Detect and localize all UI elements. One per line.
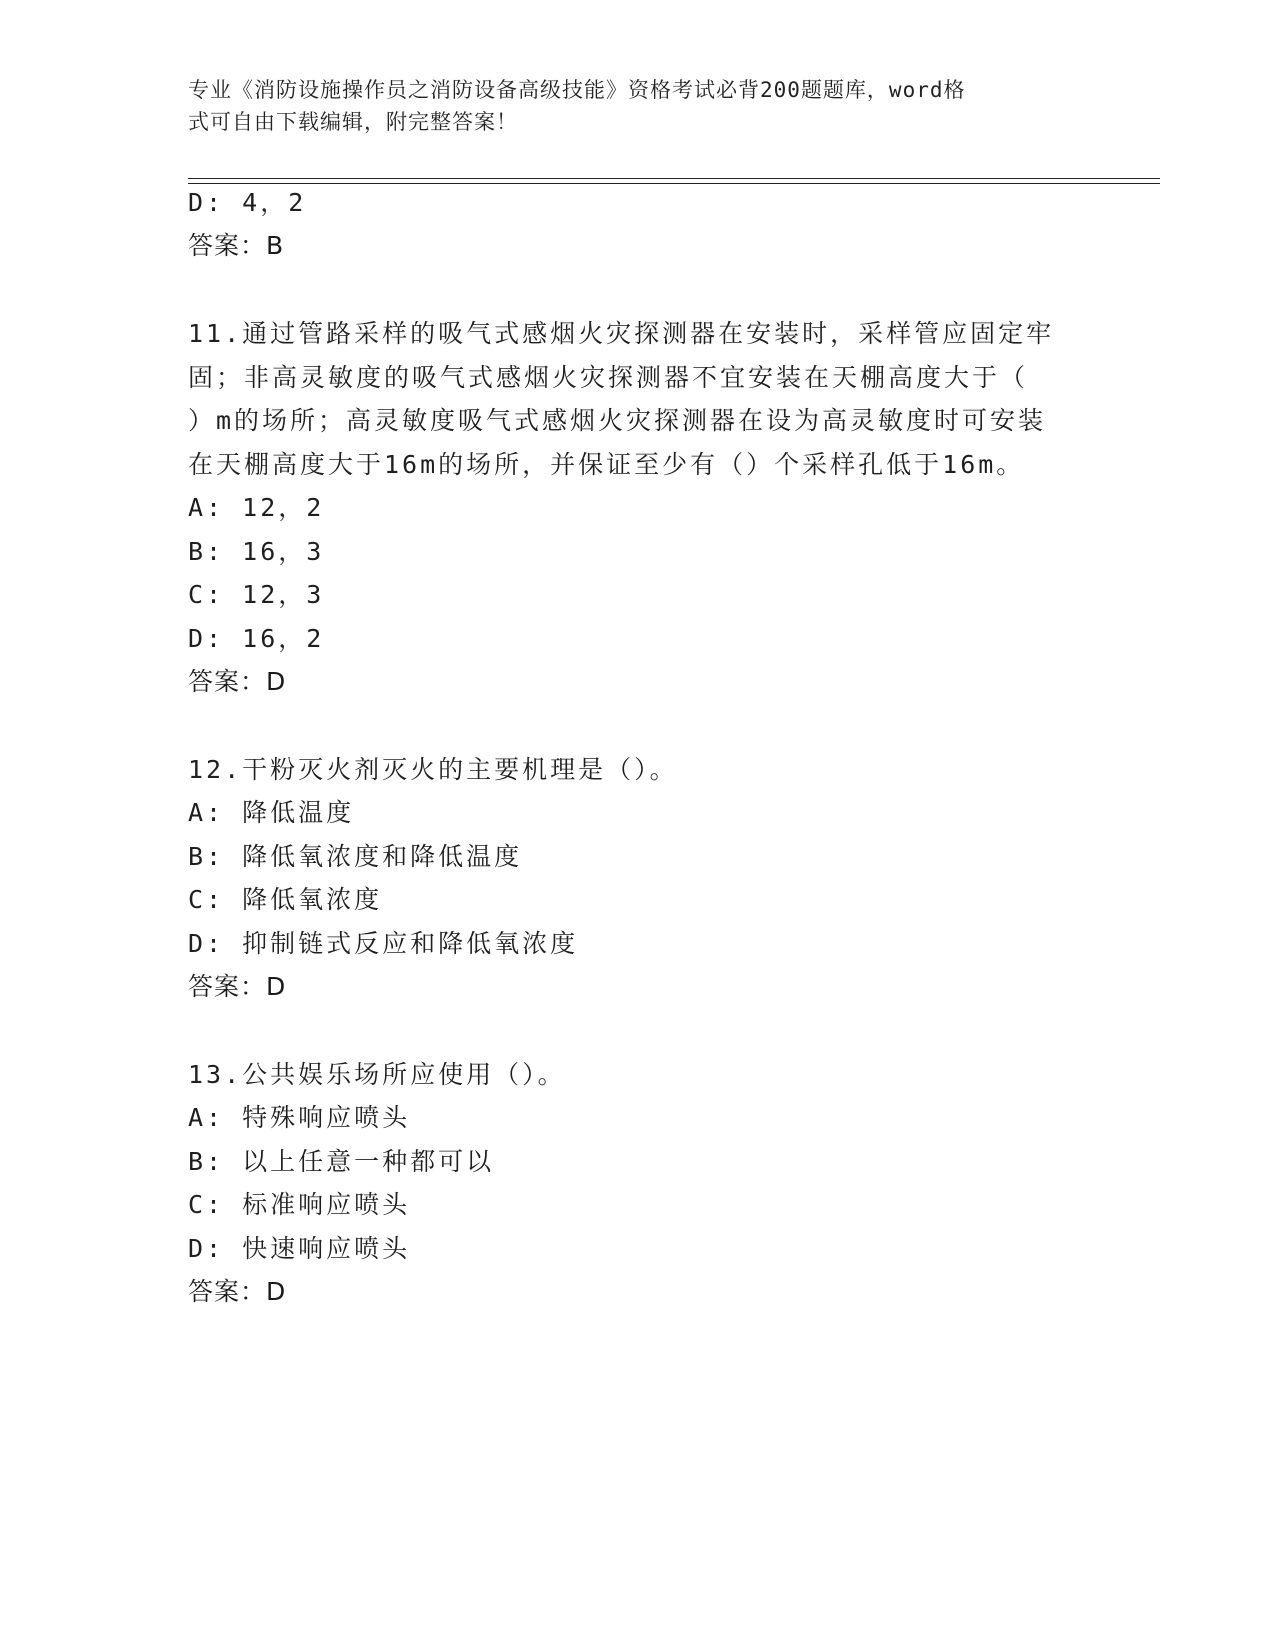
q12-option-c: C: 降低氧浓度	[188, 885, 383, 914]
prev-question-answer: 答案：B	[188, 231, 285, 260]
q13-option-c: C: 标准响应喷头	[188, 1190, 411, 1219]
document-header	[188, 74, 1068, 138]
header-line-2: 式可自由下载编辑，附完整答案！	[188, 110, 518, 134]
q12-option-b: B: 降低氧浓度和降低温度	[188, 842, 523, 871]
q11-option-d: D: 16，2	[188, 624, 325, 653]
q11-stem-line-2: 固；非高灵敏度的吸气式感烟火灾探测器不宜安装在天棚高度大于（	[188, 363, 1029, 392]
header-divider	[188, 178, 1160, 184]
q11-option-a: A: 12，2	[188, 493, 325, 522]
q12-answer: 答案：D	[188, 972, 287, 1001]
q12-stem-line-1: 12.干粉灭火剂灭火的主要机理是（）。	[188, 755, 678, 784]
q11-stem-line-1: 11.通过管路采样的吸气式感烟火灾探测器在安装时，采样管应固定牢	[188, 319, 1055, 348]
q11-option-b: B: 16，3	[188, 537, 325, 566]
q13-stem-line-1: 13.公共娱乐场所应使用（）。	[188, 1060, 566, 1089]
q12-option-d: D: 抑制链式反应和降低氧浓度	[188, 929, 579, 958]
q11-option-c: C: 12，3	[188, 580, 325, 609]
header-line-1: 专业《消防设施操作员之消防设备高级技能》资格考试必背200题题库，word格	[188, 78, 966, 102]
q12-option-a: A: 降低温度	[188, 798, 355, 827]
q11-stem-line-3: ）m的场所；高灵敏度吸气式感烟火灾探测器在设为高灵敏度时可安装	[188, 406, 1047, 435]
q13-option-a: A: 特殊响应喷头	[188, 1103, 411, 1132]
prev-question-option-d: D: 4，2	[188, 188, 307, 217]
q11-answer: 答案：D	[188, 667, 287, 696]
q13-option-b: B: 以上任意一种都可以	[188, 1147, 495, 1176]
q11-stem-line-4: 在天棚高度大于16m的场所，并保证至少有（）个采样孔低于16m。	[188, 450, 1025, 479]
q13-option-d: D: 快速响应喷头	[188, 1234, 411, 1263]
q13-answer: 答案：D	[188, 1277, 287, 1306]
